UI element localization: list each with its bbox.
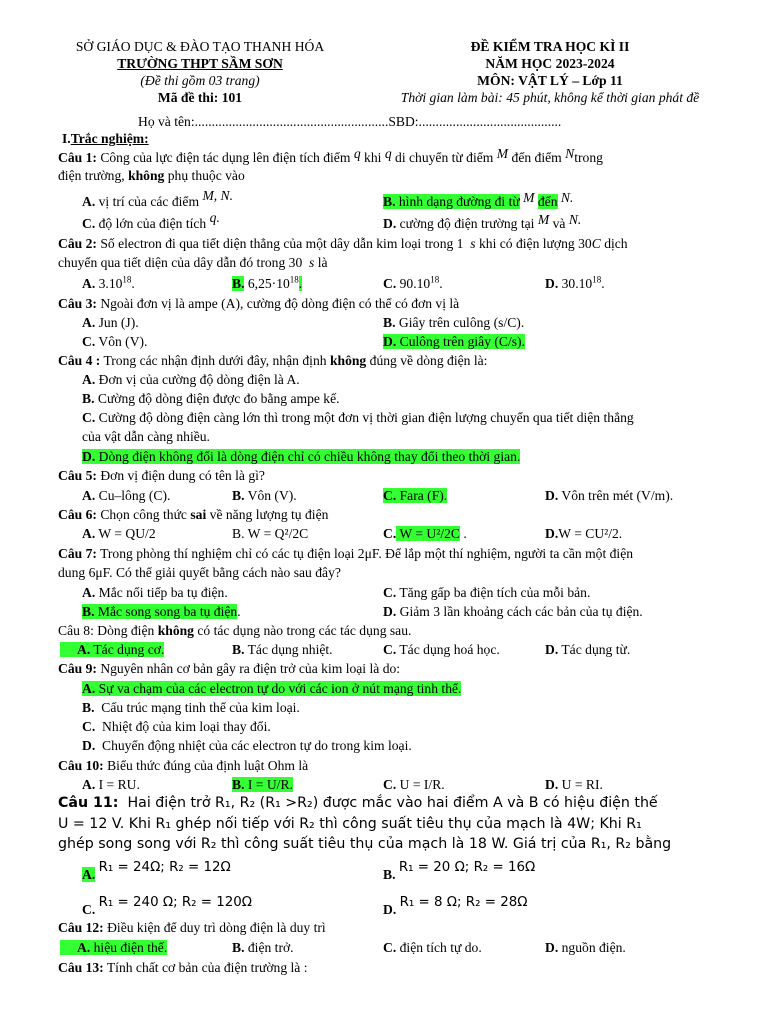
q9-option-d[interactable] — [82, 737, 412, 754]
q5-option-a[interactable] — [82, 487, 170, 504]
question-2 — [58, 235, 628, 252]
q12-option-b[interactable] — [232, 939, 294, 956]
option-letter: D. — [545, 940, 559, 955]
q2-text: khi có điện lượng 30 — [478, 236, 592, 251]
option-text: R₁ = 24Ω; R₂ = 12Ω — [98, 860, 231, 875]
question-5 — [58, 467, 265, 484]
q6-text: Chọn công thức — [100, 507, 187, 522]
option-letter: C. — [383, 276, 397, 291]
q3-text: Ngoài đơn vị là ampe (A), cường độ dòng điện có thể có đơn vị là — [100, 296, 460, 311]
option-letter: A. — [82, 372, 96, 387]
q1-option-a[interactable] — [82, 188, 234, 210]
option-text: đến — [537, 194, 558, 209]
option-letter: B. — [232, 276, 245, 291]
option-text: U = RI. — [561, 777, 603, 792]
option-letter: B. — [383, 867, 396, 882]
q9-text: Nguyên nhân cơ bản gây ra điện trở của kim loại là do: — [100, 661, 401, 676]
option-letter: C. — [82, 334, 96, 349]
option-text: I = U/R. — [247, 777, 293, 792]
department-name: SỞ GIÁO DỤC & ĐÀO TẠO THANH HÓA — [75, 39, 325, 54]
option-letter: D. — [82, 449, 96, 464]
question-6 — [58, 506, 328, 523]
option-letter: A. — [77, 642, 91, 657]
q2-option-c[interactable]: C. 90.10$^{18}$. — [383, 274, 443, 291]
option-text: nguồn điện. — [561, 940, 626, 955]
q12-option-c[interactable] — [383, 939, 482, 956]
option-letter: A. — [82, 681, 96, 696]
q8-keyword: không — [157, 623, 194, 638]
q9-label: Câu 9: — [58, 661, 97, 676]
q8-text: có tác dụng nào trong các tác dụng sau. — [197, 623, 412, 638]
question-1 — [58, 146, 603, 166]
q2-unit: C — [591, 236, 601, 251]
q6-option-b[interactable] — [232, 525, 308, 542]
question-12 — [58, 919, 326, 936]
q1-sym: q — [384, 146, 392, 161]
option-letter: B. — [383, 194, 396, 209]
option-letter: B. — [232, 488, 245, 503]
option-letter: A. — [82, 315, 96, 330]
option-text: Tác dụng hoá học. — [399, 642, 500, 657]
option-exponent: 18 — [289, 274, 299, 285]
q11-text: Hai điện trở R₁, R₂ (R₁ >R₂) được mắc vào hai điểm A và B có hiệu điện thế — [127, 795, 658, 811]
q8-option-d[interactable] — [545, 641, 630, 658]
option-letter: C. — [383, 777, 397, 792]
q1-text: đến điểm — [511, 150, 562, 165]
q1-sym: q — [353, 146, 361, 161]
q8-option-b[interactable] — [232, 641, 333, 658]
time-allowed: Thời gian làm bài: 45 phút, không kể thời gian phát đề — [400, 90, 700, 105]
option-text: Cấu trúc mạng tinh thể của kim loại. — [101, 700, 300, 715]
q3-option-c[interactable] — [82, 333, 147, 350]
option-letter: B. — [82, 391, 95, 406]
option-letter: D. — [82, 738, 96, 753]
q1-text: khi — [364, 150, 382, 165]
q10-option-c[interactable] — [383, 776, 445, 793]
q8-text: Dòng điện — [97, 623, 155, 638]
q2-option-a[interactable]: A. 3.10$^{18}$. — [82, 274, 135, 291]
q10-option-d[interactable] — [545, 776, 603, 793]
q1-text: trong — [574, 150, 603, 165]
option-text: và — [552, 216, 566, 231]
option-text: 30.10 — [561, 276, 593, 291]
q1-sym: N — [565, 146, 575, 161]
q7-option-a[interactable] — [82, 584, 228, 601]
q11-option-a[interactable] — [82, 858, 231, 882]
option-letter: B. — [232, 526, 245, 541]
q1-label: Câu 1: — [58, 150, 97, 165]
option-letter: D. — [545, 526, 559, 541]
q12-label: Câu 12: — [58, 920, 104, 935]
q12-option-a[interactable] — [60, 939, 167, 956]
option-text: W = CU²/2. — [558, 526, 623, 541]
option-letter: D. — [383, 216, 397, 231]
option-letter: B. — [232, 642, 245, 657]
q1-keyword: không — [128, 168, 165, 183]
question-13 — [58, 959, 308, 976]
option-text: Vôn (V). — [98, 334, 148, 349]
option-text: 3.10 — [98, 276, 123, 291]
q1-option-c[interactable] — [82, 210, 220, 232]
option-text: Đơn vị của cường độ dòng điện là A. — [98, 372, 300, 387]
question-10 — [58, 757, 308, 774]
option-letter: C. — [383, 940, 397, 955]
option-letter: D. — [545, 777, 559, 792]
option-letter: C. — [383, 526, 397, 541]
q11-text: ghép song song với R₂ thì công suất tiêu thụ của mạch là 18 W. Giá trị của R₁, R₂ bằng — [58, 836, 672, 852]
q7-option-c[interactable] — [383, 584, 590, 601]
option-text: điện tích tự do. — [399, 940, 482, 955]
q9-option-c[interactable] — [82, 718, 271, 735]
question-9 — [58, 660, 400, 677]
option-letter: D. — [383, 604, 397, 619]
q6-option-d[interactable] — [545, 525, 622, 542]
q10-option-a[interactable] — [82, 776, 140, 793]
option-text: R₁ = 240 Ω; R₂ = 120Ω — [98, 895, 253, 910]
option-letter: A. — [82, 194, 96, 209]
option-letter: B. — [383, 315, 396, 330]
q5-option-d[interactable] — [545, 487, 673, 504]
q3-option-b[interactable] — [383, 314, 524, 331]
q9-option-a[interactable] — [82, 680, 461, 697]
q2-unit: s — [470, 236, 476, 251]
option-text: hình dạng đường đi từ — [398, 194, 520, 209]
school-year: NĂM HỌC 2023-2024 — [485, 56, 615, 71]
option-text: R₁ = 8 Ω; R₂ = 28Ω — [399, 895, 528, 910]
subject: MÔN: VẬT LÝ – Lớp 11 — [477, 73, 623, 88]
q10-text: Biểu thức đúng của định luật Ohm là — [107, 758, 309, 773]
option-text: Tác dụng cơ. — [93, 642, 165, 657]
option-letter: A. — [82, 488, 96, 503]
option-symbol: M — [537, 212, 550, 227]
q7-option-d[interactable] — [383, 603, 643, 620]
q5-label: Câu 5: — [58, 468, 97, 483]
q1-text: phụ thuộc vào — [167, 168, 245, 183]
q5-option-b[interactable] — [232, 487, 297, 504]
question-1-line2 — [58, 167, 245, 184]
option-text: I = RU. — [98, 777, 140, 792]
q1-text: di chuyển từ điểm — [395, 150, 494, 165]
option-text: Chuyển động nhiệt của các electron tự do trong kim loại. — [102, 738, 412, 753]
q3-option-d[interactable] — [383, 333, 525, 350]
option-text: Giảm 3 lần khoảng cách các bản của tụ điện. — [399, 604, 643, 619]
question-8 — [58, 622, 411, 639]
option-text: R₁ = 20 Ω; R₂ = 16Ω — [398, 860, 536, 875]
section-heading — [62, 130, 149, 147]
option-symbol: q. — [209, 210, 220, 225]
q7-label: Câu 7: — [58, 546, 97, 561]
option-text: W = Q²/2C — [247, 526, 309, 541]
q9-option-b[interactable] — [82, 699, 300, 716]
option-letter: B. — [82, 604, 95, 619]
question-7 — [58, 545, 633, 562]
q2-text: dịch — [604, 236, 628, 251]
q2-option-d[interactable]: D. 30.10$^{18}$. — [545, 274, 605, 291]
q4-text: đúng về dòng điện là: — [369, 353, 488, 368]
q6-option-c[interactable]: C. W = U²/2C . — [383, 526, 467, 541]
q10-option-b[interactable] — [232, 776, 293, 793]
option-text: của vật dẫn càng nhiều. — [82, 429, 210, 444]
question-4 — [58, 352, 487, 369]
q4-text: Trong các nhận định dưới đây, nhận định — [103, 353, 327, 368]
student-info-line: Họ và tên:.........................................................SBD:.......................................... — [138, 114, 562, 129]
page-count-note: (Đề thi gồm 03 trang) — [140, 73, 260, 88]
q1-option-d[interactable] — [383, 212, 582, 232]
q4-option-c[interactable] — [82, 409, 634, 426]
q11-label: Câu 11: — [58, 795, 119, 811]
q6-text: về năng lượng tụ điện — [209, 507, 329, 522]
question-11-line2 — [58, 816, 642, 833]
option-letter: B. — [232, 777, 245, 792]
q2-label: Câu 2: — [58, 236, 97, 251]
option-letter: D. — [545, 642, 559, 657]
option-letter: C. — [82, 719, 96, 734]
option-text: 6,25·10 — [247, 276, 290, 291]
exam-title: ĐỀ KIỂM TRA HỌC KÌ II — [470, 39, 630, 54]
option-text: W = QU/2 — [98, 526, 156, 541]
option-text: Jun (J). — [98, 315, 139, 330]
option-text: W = U²/2C — [399, 526, 460, 541]
q1-text: Công của lực điện tác dụng lên điện tích điểm — [100, 150, 351, 165]
q1-sym: M — [496, 146, 509, 161]
option-symbol: M, N. — [202, 188, 234, 203]
q1-text: điện trường, — [58, 168, 125, 183]
option-symbol: N. — [568, 212, 582, 227]
q2-option-b[interactable]: B. $6,25\cdot 10^{18}$. — [232, 274, 303, 291]
option-text: vị trí của các điểm — [98, 194, 200, 209]
question-11 — [58, 795, 658, 812]
option-letter: B. — [82, 700, 95, 715]
q11-option-b[interactable] — [383, 858, 536, 882]
option-text: Vôn trên mét (V/m). — [561, 488, 674, 503]
option-text: cường độ điện trường tại — [399, 216, 535, 231]
q11-text: U = 12 V. Khi R₁ ghép nối tiếp với R₂ thì công suất tiêu thụ của mạch là 4W; Khi R₁ — [58, 816, 642, 832]
option-text: Vôn (V). — [247, 488, 297, 503]
q6-option-a[interactable] — [82, 525, 156, 542]
option-text: Tác dụng nhiệt. — [247, 642, 333, 657]
option-letter: A. — [77, 940, 91, 955]
option-text: Cường độ dòng điện càng lớn thì trong một đơn vị thời gian điện lượng chuyển qua tiết diện thẳng — [98, 410, 634, 425]
option-text: Cường độ dòng điện được đo bằng ampe kế. — [97, 391, 340, 406]
option-symbol: M — [523, 190, 535, 205]
q4-keyword: không — [329, 353, 367, 368]
q8-option-a[interactable] — [60, 641, 164, 658]
q1-option-b[interactable] — [383, 190, 574, 210]
q4-option-b[interactable] — [82, 390, 340, 407]
q4-option-d[interactable] — [82, 448, 520, 465]
option-text: U = I/R. — [399, 777, 445, 792]
option-letter: D. — [383, 334, 397, 349]
option-exponent: 18 — [430, 274, 440, 285]
q10-label: Câu 10: — [58, 758, 104, 773]
q7-text: dung 6μF. Có thể giải quyết bằng cách nào sau đây? — [58, 565, 341, 580]
option-text: 90.10 — [399, 276, 431, 291]
q5-option-c[interactable] — [383, 487, 447, 504]
option-text: Fara (F). — [399, 488, 448, 503]
q2-text: Số electron đi qua tiết diện thẳng của một dây dẫn kim loại trong 1 — [100, 236, 464, 251]
section-number: I. — [62, 131, 71, 146]
school-name: TRƯỜNG THPT SẦM SƠN — [117, 56, 283, 71]
option-text: Nhiệt độ của kim loại thay đổi. — [102, 719, 271, 734]
q6-keyword: sai — [190, 507, 207, 522]
q8-label: Câu 8: — [58, 623, 94, 638]
q4-option-a[interactable] — [82, 371, 300, 388]
option-letter: D. — [545, 488, 559, 503]
section-title: Trắc nghiệm: — [70, 131, 149, 146]
option-letter: C. — [383, 585, 397, 600]
option-letter: B. — [232, 940, 245, 955]
option-letter: A. — [82, 867, 96, 882]
option-text: hiệu điện thế. — [93, 940, 168, 955]
q12-text: Điều kiện để duy trì dòng điện là duy trì — [107, 920, 326, 935]
q4-label: Câu 4 : — [58, 353, 101, 368]
option-text: Mắc song song ba tụ điện — [97, 604, 238, 619]
option-text: Dòng điện không đổi là dòng điện chỉ có chiều không thay đổi theo thời gian. — [98, 449, 521, 464]
q8-option-c[interactable] — [383, 641, 500, 658]
q12-option-d[interactable] — [545, 939, 626, 956]
option-letter: C. — [82, 216, 96, 231]
option-text: độ lớn của điện tích — [98, 216, 207, 231]
question-7-line2 — [58, 564, 341, 581]
q11-option-d[interactable] — [383, 893, 528, 917]
option-letter: C. — [82, 410, 96, 425]
option-text: Cu–lông (C). — [98, 488, 171, 503]
option-exponent: 18 — [592, 274, 602, 285]
exam-code: Mã đề thi: 101 — [157, 90, 243, 105]
q2-text: là — [317, 255, 328, 270]
option-letter: D. — [545, 276, 559, 291]
option-text: Sự va chạm của các electron tự do với các ion ở nút mạng tinh thể. — [98, 681, 462, 696]
q13-label: Câu 13: — [58, 960, 104, 975]
option-text: Tăng gấp ba điện tích của mỗi bản. — [399, 585, 591, 600]
option-text: Giây trên culông (s/C). — [398, 315, 525, 330]
q5-text: Đơn vị điện dung có tên là gì? — [100, 468, 265, 483]
option-letter: A. — [82, 276, 96, 291]
question-3 — [58, 295, 459, 312]
q7-text: Trong phòng thí nghiệm chỉ có các tụ điện loại 2μF. Để lắp một thí nghiệm, người ta cần một điện — [100, 546, 634, 561]
option-letter: C. — [82, 902, 96, 917]
q3-label: Câu 3: — [58, 296, 97, 311]
option-exponent: 18 — [122, 274, 132, 285]
option-letter: A. — [82, 526, 96, 541]
q11-option-c[interactable] — [82, 893, 253, 917]
question-11-line3 — [58, 836, 671, 853]
q3-option-a[interactable] — [82, 314, 139, 331]
option-text: Tác dụng từ. — [561, 642, 631, 657]
q4-option-c-cont — [82, 428, 210, 445]
option-text: Culông trên giây (C/s). — [399, 334, 525, 349]
q2-unit: s — [309, 255, 315, 270]
option-letter: D. — [383, 902, 397, 917]
question-2-line2 — [58, 254, 328, 271]
option-text: Mắc nối tiếp ba tụ điện. — [98, 585, 228, 600]
option-letter: A. — [82, 585, 96, 600]
q13-text: Tính chất cơ bản của điện trường là : — [106, 960, 308, 975]
option-text: điện trở. — [247, 940, 294, 955]
option-letter: A. — [82, 777, 96, 792]
q2-text: chuyển qua tiết diện của dây dẫn đó trong 30 — [58, 255, 303, 270]
option-letter: C. — [383, 642, 397, 657]
q7-option-b[interactable]: B. Mắc song song ba tụ điện. — [82, 604, 241, 619]
q6-label: Câu 6: — [58, 507, 97, 522]
option-letter: C. — [383, 488, 397, 503]
option-symbol: N. — [560, 190, 574, 205]
